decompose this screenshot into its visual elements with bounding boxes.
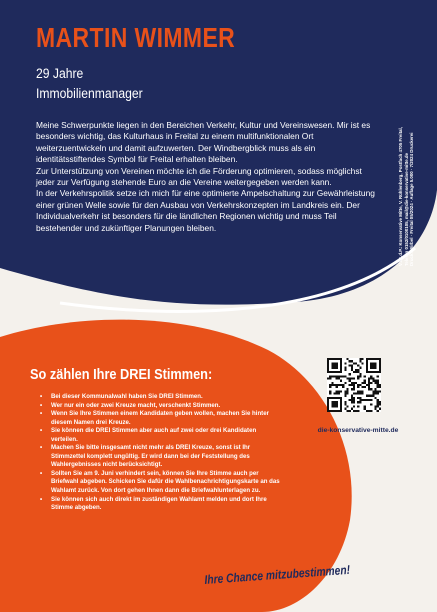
list-item (40, 496, 280, 513)
bullet-icon: • (40, 427, 43, 435)
list-item (40, 470, 280, 496)
imprint-line: Telefon 0152/0100105, mail@die-konservative-mitte.de (403, 152, 409, 266)
list-item (40, 444, 280, 470)
bullet-icon: • (40, 444, 43, 452)
list-item-text: Wenn Sie Ihre Stimmen einem Kandidaten geben wollen, machen Sie hinter diesem Namen drei Kreuze. (51, 410, 269, 426)
list-item (40, 402, 280, 411)
list-item-text: Bei dieser Kommunalwahl haben Sie DREI Stimmen. (51, 393, 203, 400)
bio-paragraph: Meine Schwerpunkte liegen in den Bereichen Verkehr, Kultur und Vereinswesen. Mir ist es besonders wichtig, das Kulturhaus in Freital zu einem multifunktionalen Ort weiterzuentwickeln und damit aufzuwerten. Der Windbergblick muss als ein identitätsstiftendes Symbol für Freital erhalten bleiben. (36, 120, 371, 165)
list-item-text: Sie können sich auch direkt im zuständigen Wahlamt melden und dort Ihre Stimme abgeben. (51, 495, 267, 512)
bio-paragraph: In der Verkehrspolitik setze ich mich für eine optimierte Ampelschaltung zur Gewährleistung einer grünen Welle sowie für den Ausbau von Verkehrskonzepten im Landkreis ein. Der Individualverkehr ist besonders für die ländlichen Regionen wichtig und muss Teil bestehender und zukünftiger Planungen bleiben. (36, 188, 375, 233)
bio-paragraph: Zur Unterstützung von Vereinen möchte ich die Förderung optimieren, sodass möglichst jeder zur Verfügung stehende Euro an die Vereine weitergegeben werden kann. (36, 165, 362, 188)
list-item (40, 393, 280, 402)
list-item-text: Machen Sie bitte insgesamt nicht mehr als DREI Kreuze, sonst ist Ihr Stimmzettel komplett ungültig. Er wird dann bei der Feststellung des Wahlergebnisses nicht berücksichtigt. (51, 444, 251, 469)
list-item-text: Sie können die DREI Stimmen aber auch auf zwei oder drei Kandidaten verteilen. (51, 427, 257, 443)
candidate-name: MARTIN WIMMER (36, 22, 236, 53)
candidate-bio (36, 120, 378, 234)
imprint (398, 96, 415, 266)
list-item-text: Wer nur ein oder zwei Kreuze macht, verschenkt Stimmen. (51, 401, 221, 409)
bullet-icon: • (40, 393, 43, 400)
list-item-text: Sollten Sie am 9. Juni verhindert sein, können Sie Ihre Stimme auch per Briefwahl abgeben. Schicken Sie dafür die Wahlbenachrichtigungskarte an das Wahlamt zurück. Von dort gehen Ihnen dann die Briefwahlunterlagen zu. (51, 469, 280, 495)
bullet-icon: • (40, 401, 43, 409)
imprint-line: Druck: Wirbel · Freital 05/2024 · Auflage 5.000 · 7/2024 Druckerei (409, 132, 415, 266)
candidate-age: 29 Jahre (36, 66, 84, 81)
candidate-profession: Immobilienmanager (36, 86, 143, 101)
list-item (40, 410, 280, 427)
list-item (40, 427, 280, 444)
bullet-icon: • (40, 495, 43, 503)
imprint-line: V.i.S.d.P.: Konservative Mitte, V. Rühlenberg, Postfach 4705 Freital, (398, 127, 403, 266)
votes-title: So zählen Ihre DREI Stimmen: (30, 367, 213, 383)
qr-code-icon[interactable] (327, 358, 381, 412)
slogan: Ihre Chance mitzubestimmen! (204, 562, 351, 587)
bullet-icon: • (40, 469, 43, 477)
bullet-icon: • (40, 410, 43, 418)
votes-list (40, 393, 280, 513)
website-link[interactable]: die-konservative-mitte.de (317, 427, 399, 434)
